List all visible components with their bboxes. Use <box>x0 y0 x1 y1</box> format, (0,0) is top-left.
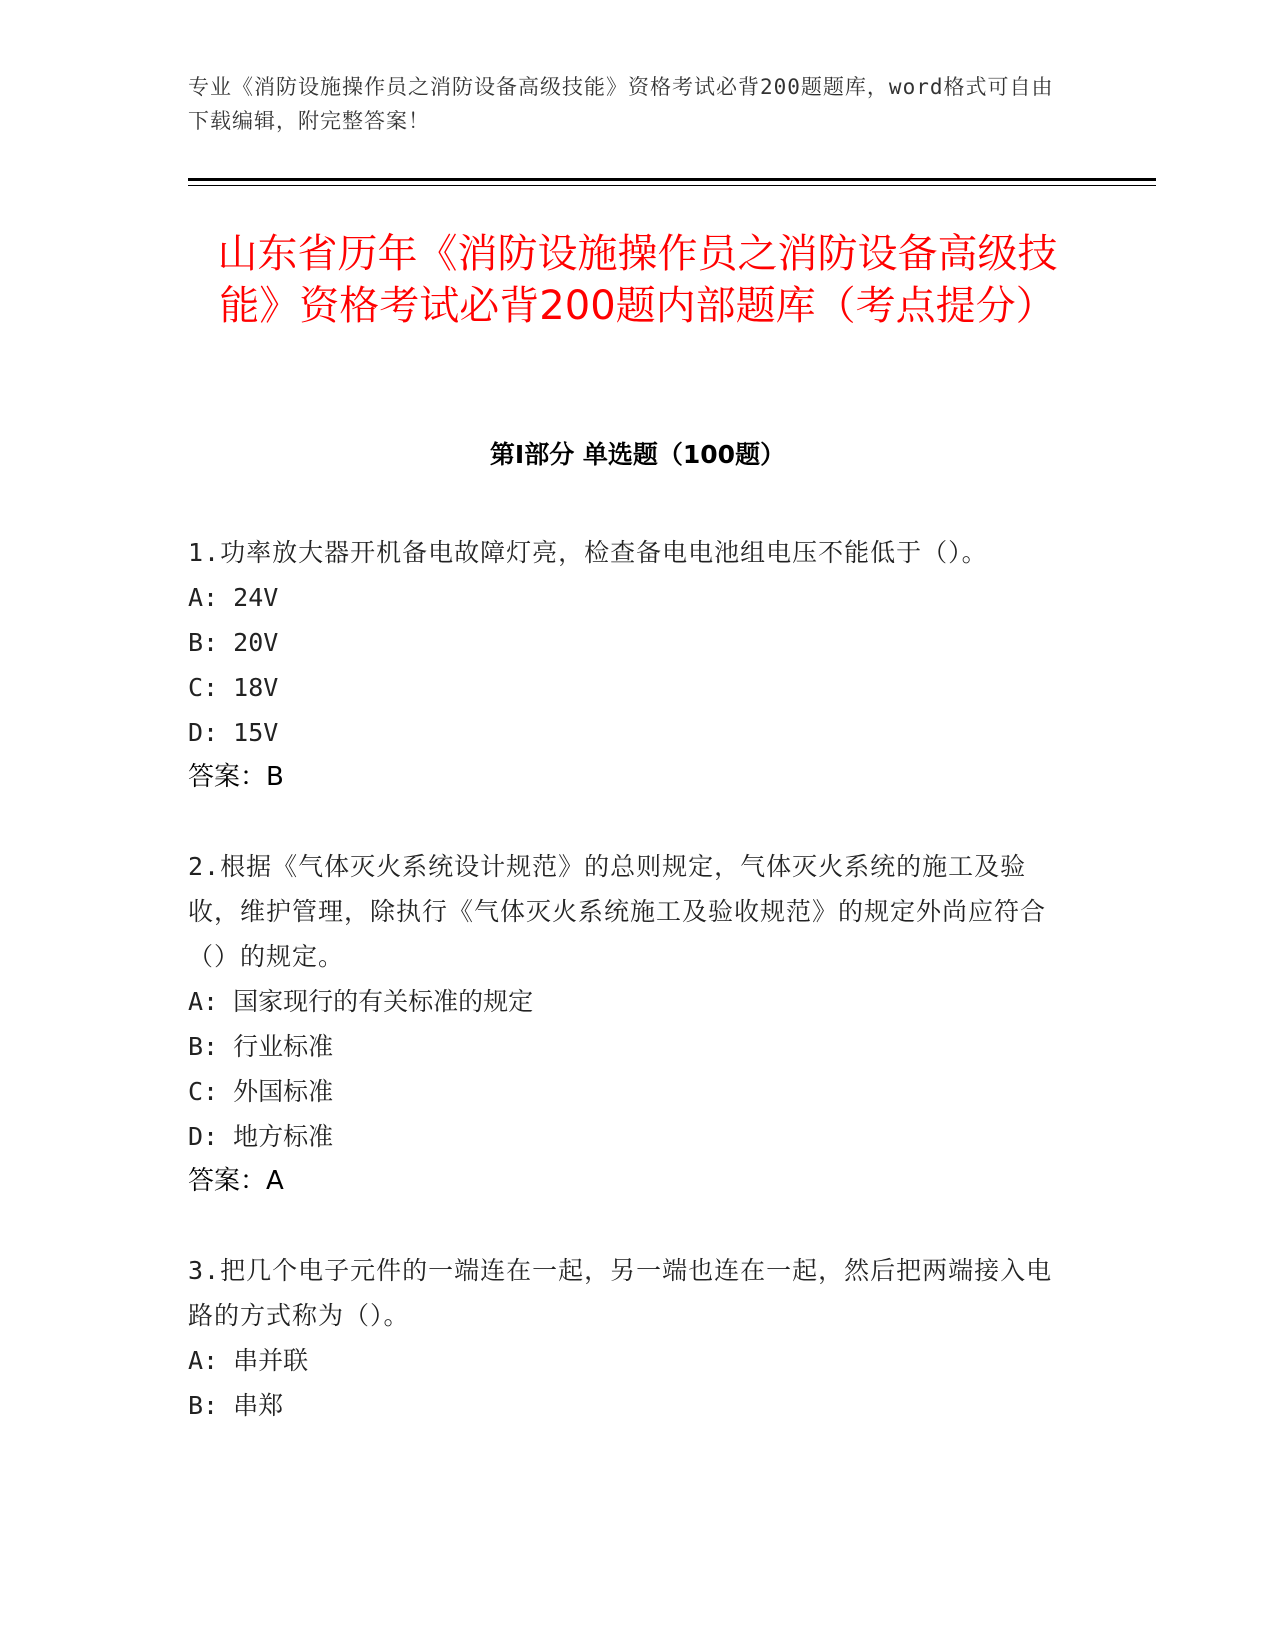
question-stem: 1.功率放大器开机备电故障灯亮，检查备电电池组电压不能低于（）。 <box>188 538 988 567</box>
question-item <box>188 1248 1068 1428</box>
option-a: A: 24V <box>188 583 279 612</box>
header-rule-thick <box>188 178 1156 181</box>
question-item <box>188 844 1068 1204</box>
section-title: 第I部分 单选题（100题） <box>489 440 786 469</box>
option-c: C: 18V <box>188 673 279 702</box>
header-note: 专业《消防设施操作员之消防设备高级技能》资格考试必背200题题库，word格式可自由下载编辑，附完整答案！ <box>188 75 1054 133</box>
question-list <box>188 530 1068 1472</box>
answer: 答案：A <box>188 1166 284 1196</box>
question-item <box>188 530 1068 800</box>
option-b: B: 20V <box>188 628 279 657</box>
question-stem: 3.把几个电子元件的一端连在一起，另一端也连在一起，然后把两端接入电路的方式称为（）。 <box>188 1256 1053 1330</box>
option-d: D: 地方标准 <box>188 1122 334 1151</box>
option-a: A: 串并联 <box>188 1346 309 1375</box>
option-c: C: 外国标准 <box>188 1077 334 1106</box>
option-a: A: 国家现行的有关标准的规定 <box>188 987 534 1016</box>
option-b: B: 串郑 <box>188 1391 284 1420</box>
header-rule-thin <box>188 185 1156 186</box>
question-stem: 2.根据《气体灭火系统设计规范》的总则规定，气体灭火系统的施工及验收，维护管理，除执行《气体灭火系统施工及验收规范》的规定外尚应符合（）的规定。 <box>188 852 1047 971</box>
option-b: B: 行业标准 <box>188 1032 334 1061</box>
option-d: D: 15V <box>188 718 279 747</box>
document-title: 山东省历年《消防设施操作员之消防设备高级技能》资格考试必背200题内部题库（考点提分） <box>217 231 1058 329</box>
answer: 答案：B <box>188 762 284 792</box>
